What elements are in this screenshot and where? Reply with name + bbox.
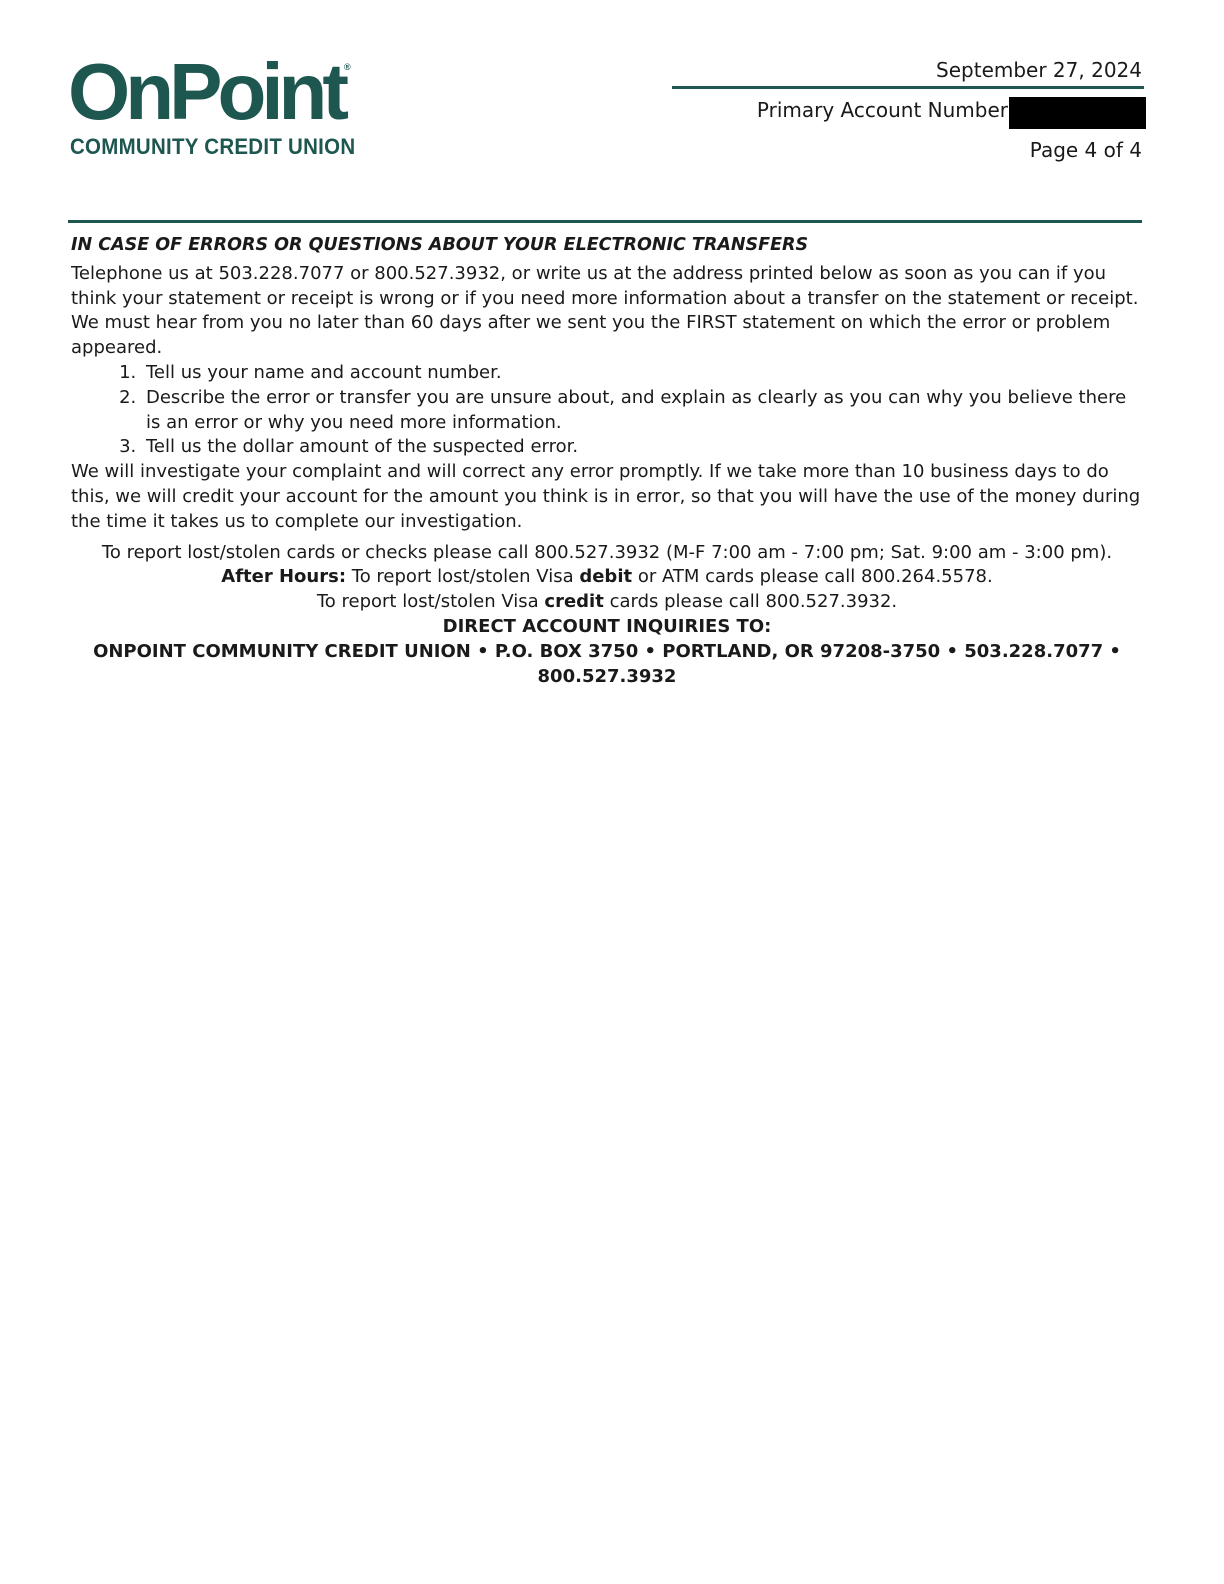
after-hours-pre: To report lost/stolen Visa (346, 566, 580, 588)
account-number-redaction (1009, 97, 1146, 129)
inquiries-heading-text: DIRECT ACCOUNT INQUIRIES TO: (442, 615, 772, 637)
after-hours-debit: debit (579, 566, 633, 588)
page-number: Page 4 of 4 (1029, 138, 1142, 162)
after-hours-label: After Hours: (221, 566, 347, 588)
after-hours-post: or ATM cards please call 800.264.5578. (632, 566, 993, 588)
notice-investigation: We will investigate your complaint and will correct any error promptly. If we take more than 10 business days to do this, we will credit your account for the amount you think is in error, so that you will have the use of the money during the time it takes us to complete our investigation. (71, 461, 1141, 532)
error-notice (71, 233, 1143, 689)
logo-subtitle: COMMUNITY CREDIT UNION (70, 134, 356, 159)
logo-wordmark: OnPoint (68, 47, 345, 136)
logo-registered-mark: ® (344, 62, 351, 72)
lost-cards-line: To report lost/stolen cards or checks please call 800.527.3932 (M-F 7:00 am - 7:00 pm; Sat. 9:00 am - 3:00 pm). (101, 541, 1113, 563)
credit-pre: To report lost/stolen Visa (316, 591, 545, 613)
primary-account-label: Primary Account Number (756, 98, 1008, 122)
credit-post: cards please call 800.527.3932. (603, 591, 898, 613)
inquiries-heading (71, 615, 1143, 640)
notice-intro: Telephone us at 503.228.7077 or 800.527.3932, or write us at the address printed below as soon as you can if you think your statement or receipt is wrong or if you need more information about a transfer on the statement or receipt. We must hear from you no later than 60 days after we sent you the FIRST statement on which the error or problem appeared. (71, 262, 1139, 359)
header-divider (672, 86, 1144, 89)
address-line (71, 640, 1143, 690)
credit-cards-line (71, 590, 1143, 615)
list-item: 1. Tell us your name and account number. (142, 361, 1143, 386)
notice-steps (71, 361, 1143, 460)
notice-heading: IN CASE OF ERRORS OR QUESTIONS ABOUT YOUR ELECTRONIC TRANSFERS (71, 235, 809, 255)
onpoint-logo (68, 47, 358, 162)
address-line-text: ONPOINT COMMUNITY CREDIT UNION • P.O. BOX 3750 • PORTLAND, OR 97208-3750 • 503.228.7077 • 800.527.3932 (93, 640, 1121, 687)
statement-date: September 27, 2024 (936, 58, 1142, 82)
after-hours-line (71, 565, 1143, 590)
credit-bold: credit (544, 591, 604, 613)
list-item: 3. Tell us the dollar amount of the suspected error. (142, 435, 1143, 460)
list-item: 2. Describe the error or transfer you are unsure about, and explain as clearly as you can why you believe there is an error or why you need more information. (142, 386, 1143, 436)
section-divider (68, 220, 1142, 223)
